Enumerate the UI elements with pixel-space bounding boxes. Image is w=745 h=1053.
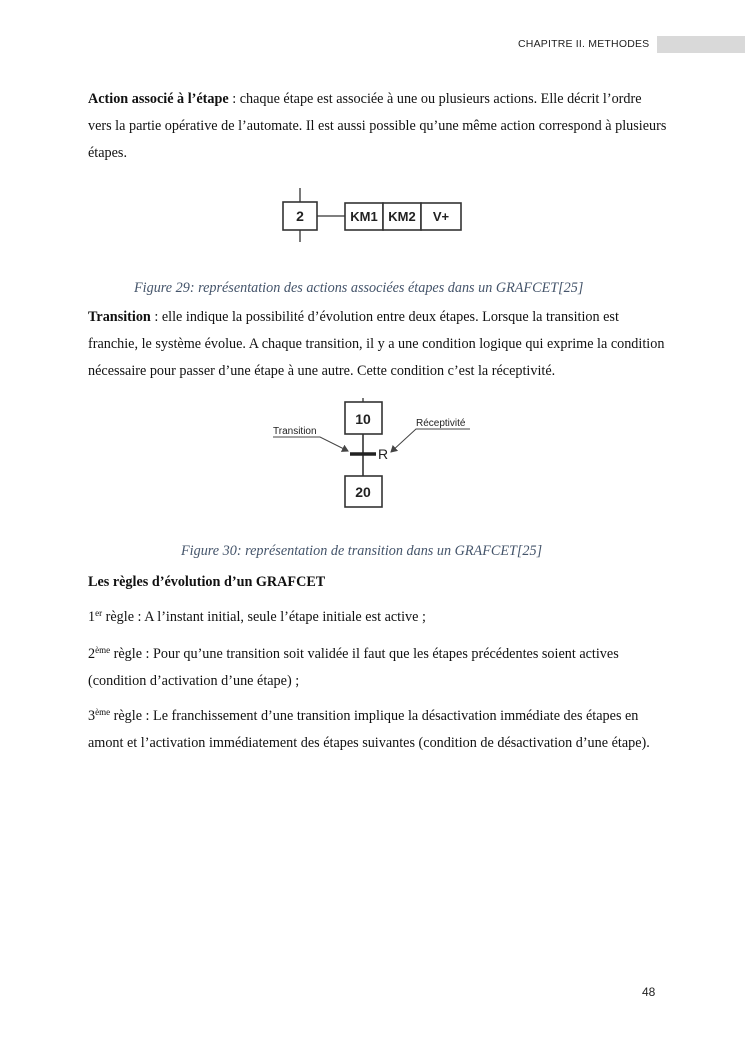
text-action: : chaque étape est associée à une ou plusieurs actions. Elle décrit l’ordre vers la partie opérative de l’automate. Il est aussi possible qu’une même action correspond à plusieurs étapes.	[88, 91, 667, 161]
figure-29-caption: Figure 29: représentation des actions associées étapes dans un GRAFCET[25]	[134, 280, 584, 296]
rule-1-num: 1	[88, 609, 96, 625]
rule-2-text: règle : Pour qu’une transition soit validée il faut que les étapes précédentes soient actives (condition d’activation d’une étape) ;	[88, 646, 619, 689]
rules-heading: Les règles d’évolution d’un GRAFCET	[88, 574, 326, 590]
arrow-receptivity	[391, 429, 470, 452]
rule-1-text: règle : A l’instant initial, seule l’étape initiale est active ;	[102, 609, 426, 625]
label-receptivity: Réceptivité	[416, 418, 466, 429]
action-label-vplus: V+	[432, 209, 450, 224]
rule-2-num: 2	[88, 646, 96, 662]
rule-3-text: règle : Le franchissement d’une transition implique la désactivation immédiate des étapes en amont et l’activation immédiatement des étapes suivantes (condition de désactivation d’une étape).	[88, 708, 650, 751]
label-transition: Transition	[273, 426, 317, 437]
receptivity-symbol: R	[378, 446, 389, 462]
page-number: 48	[642, 985, 656, 999]
rule-1-sup: er	[95, 608, 103, 618]
step-number-bottom: 20	[355, 484, 371, 500]
chapter-header: CHAPITRE II. METHODES	[518, 38, 650, 50]
rule-3-num: 3	[88, 708, 96, 724]
step-number-top: 10	[355, 411, 371, 427]
rule-2	[88, 641, 668, 695]
header-bar	[657, 36, 745, 53]
rule-1	[88, 604, 668, 631]
action-label-km2: KM2	[388, 209, 416, 224]
figure-30-diagram	[270, 398, 475, 510]
figure-30-caption: Figure 30: représentation de transition dans un GRAFCET[25]	[181, 543, 543, 559]
step-number: 2	[296, 208, 304, 224]
term-action: Action associé à l’étape	[88, 91, 229, 107]
term-transition: Transition	[88, 309, 151, 325]
paragraph-actions	[88, 86, 668, 167]
rule-3	[88, 703, 668, 757]
rule-2-sup: ème	[95, 645, 111, 655]
rule-3-sup: ème	[95, 707, 111, 717]
figure-29-diagram	[275, 188, 470, 244]
text-transition: : elle indique la possibilité d’évolution entre deux étapes. Lorsque la transition est franchie, le système évolue. A chaque transition, il y a une condition logique qui exprime la condition nécessaire pour passer d’une étape à une autre. Cette condition c’est la réceptivité.	[88, 309, 665, 379]
action-label-km1: KM1	[350, 209, 378, 224]
paragraph-transition	[88, 304, 668, 385]
arrow-transition	[273, 437, 348, 451]
